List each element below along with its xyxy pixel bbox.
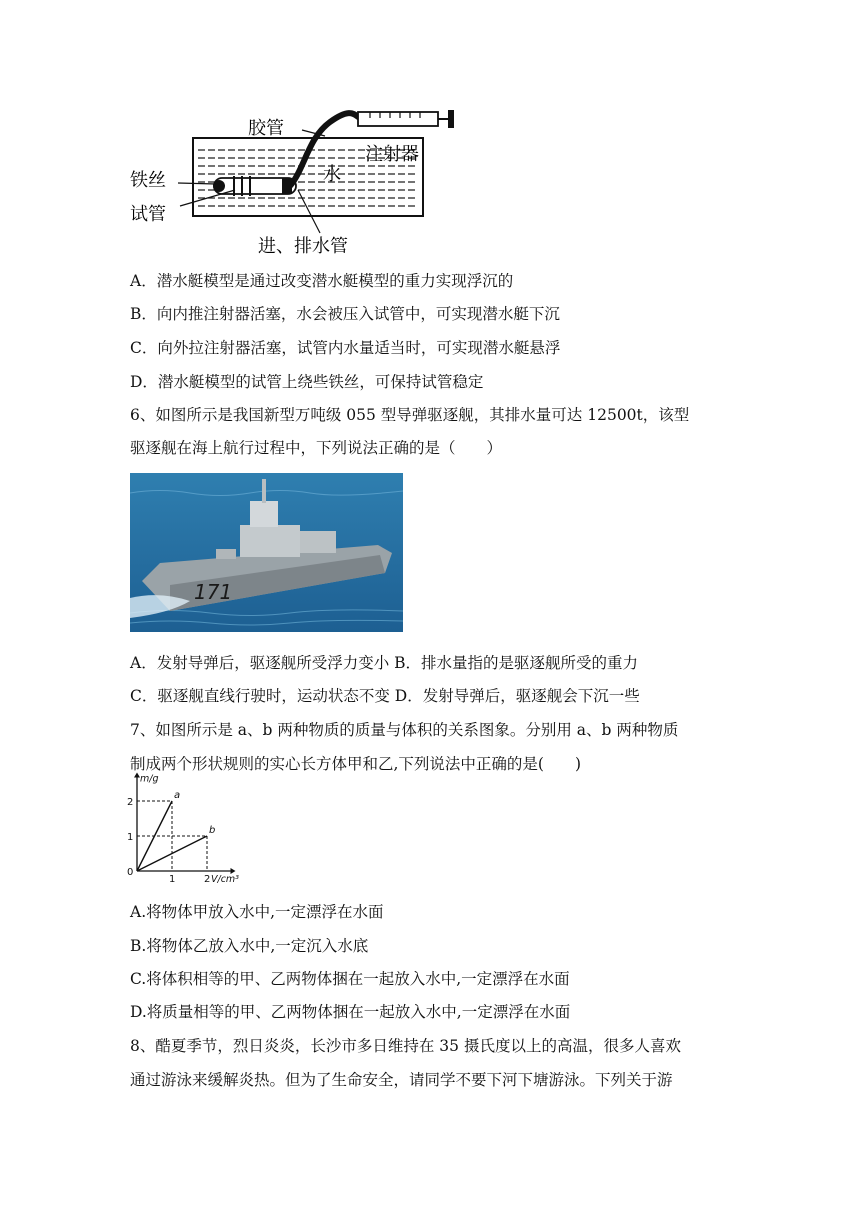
q6-stem-line2: 驱逐舰在海上航行过程中，下列说法正确的是（ ） [130, 439, 503, 457]
q7-stem-line2: 制成两个形状规则的实心长方体甲和乙,下列说法中正确的是( ) [130, 755, 582, 773]
mass-volume-chart [125, 773, 265, 890]
series-label-a: a [174, 790, 181, 801]
series-label-b: b [209, 825, 216, 836]
q7-option-a: A.将物体甲放入水中,一定漂浮在水面 [130, 903, 384, 921]
q8-stem-line1: 8、酷夏季节，烈日炎炎，长沙市多日维持在 35 摄氏度以上的高温，很多人喜欢 [130, 1037, 681, 1055]
y-tick-label: 2 [127, 797, 134, 808]
q7-option-b: B.将物体乙放入水中,一定沉入水底 [130, 937, 369, 955]
label-wire: 铁丝 [130, 170, 166, 191]
x-axis-label: V/cm³ [211, 874, 239, 885]
q6-stem-line1: 6、如图所示是我国新型万吨级 055 型导弹驱逐舰，其排水量可达 12500t，该型 [130, 406, 690, 424]
q6-options-row1: A．发射导弹后，驱逐舰所受浮力变小 B．排水量指的是驱逐舰所受的重力 [130, 654, 639, 672]
q5-option-b: B．向内推注射器活塞，水会被压入试管中，可实现潜水艇下沉 [130, 305, 560, 323]
label-hose: 胶管 [248, 118, 284, 139]
submarine-model-figure [130, 108, 460, 258]
hull-number: 171 [194, 580, 233, 604]
label-water: 水 [323, 164, 341, 185]
q5-option-a: A．潜水艇模型是通过改变潜水艇模型的重力实现浮沉的 [130, 272, 514, 290]
x-tick-label: 1 [169, 874, 176, 885]
q7-option-c: C.将体积相等的甲、乙两物体捆在一起放入水中,一定漂浮在水面 [130, 970, 570, 988]
y-axis-label: m/g [140, 773, 159, 785]
label-pipe: 进、排水管 [258, 236, 348, 257]
label-tube: 试管 [130, 204, 166, 225]
origin-label: 0 [127, 867, 134, 878]
q7-stem-line1: 7、如图所示是 a、b 两种物质的质量与体积的关系图象。分别用 a、b 两种物质 [130, 721, 679, 739]
x-tick-label: 2 [204, 874, 211, 885]
q7-option-d: D.将质量相等的甲、乙两物体捆在一起放入水中,一定漂浮在水面 [130, 1003, 571, 1021]
q6-options-row2: C．驱逐舰直线行驶时，运动状态不变 D．发射导弹后，驱逐舰会下沉一些 [130, 687, 640, 705]
destroyer-photo [130, 473, 403, 632]
label-syringe: 注射器 [365, 144, 419, 165]
q5-option-c: C．向外拉注射器活塞，试管内水量适当时，可实现潜水艇悬浮 [130, 339, 561, 357]
y-tick-label: 1 [127, 832, 134, 843]
q8-stem-line2: 通过游泳来缓解炎热。但为了生命安全，请同学不要下河下塘游泳。下列关于游 [130, 1071, 673, 1089]
q5-option-d: D．潜水艇模型的试管上绕些铁丝，可保持试管稳定 [130, 373, 484, 391]
